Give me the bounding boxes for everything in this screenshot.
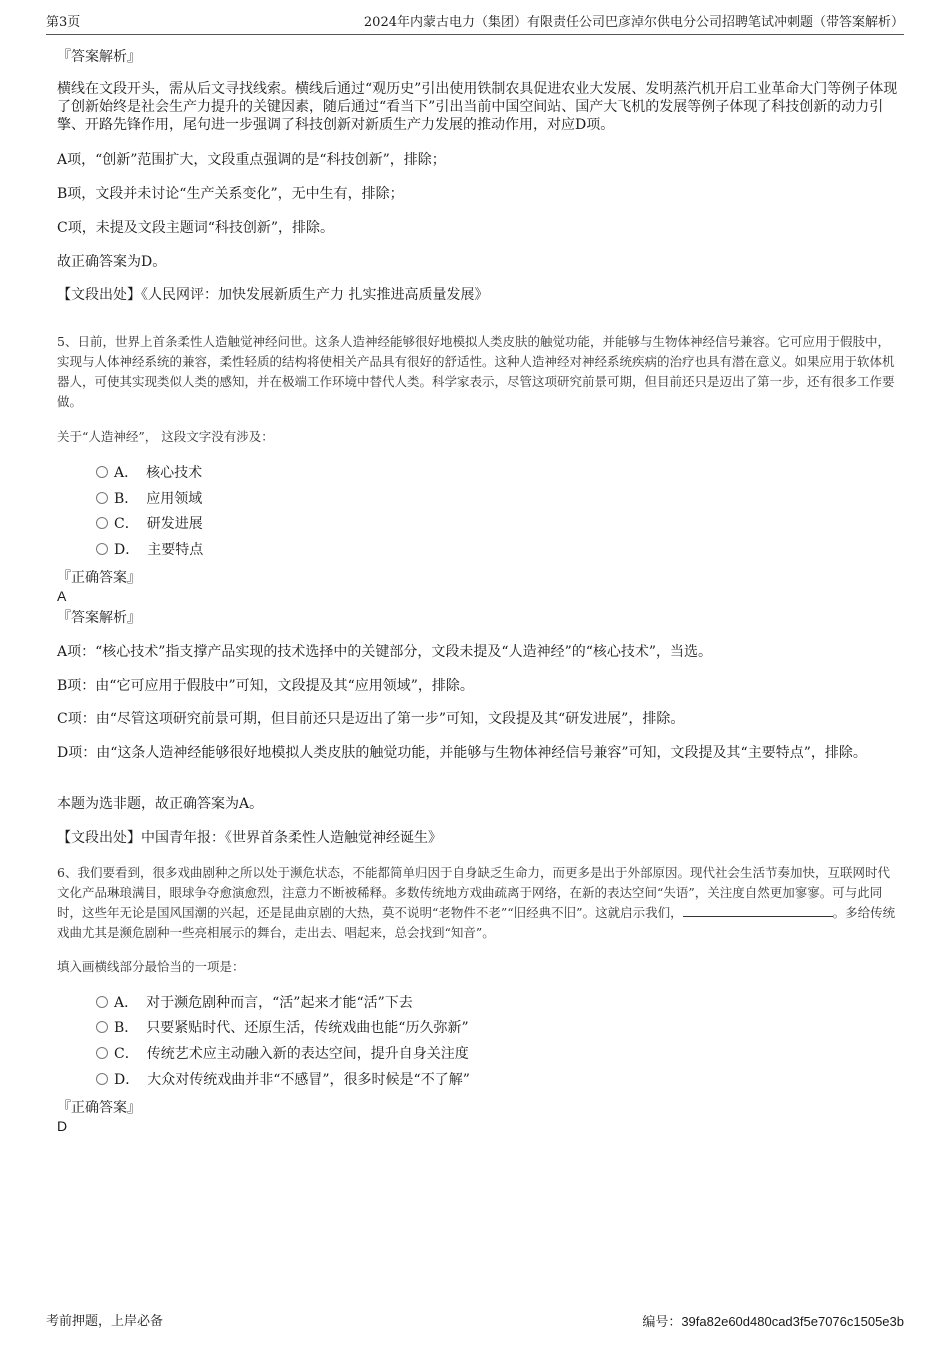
fill-blank xyxy=(683,904,833,917)
page-footer xyxy=(46,1313,904,1333)
document-code: 编号：39fa82e60d480cad3f5e7076c1505e3b xyxy=(642,1314,904,1330)
q5-option-c[interactable]: C． 研发进展 xyxy=(96,515,203,533)
q6-correct-answer: D xyxy=(57,1118,68,1134)
document-title: 2024年内蒙古电力（集团）有限责任公司巴彦淖尔供电分公司招聘笔试冲刺题（带答案解析） xyxy=(363,15,904,30)
q5-correct-label: 『正确答案』 xyxy=(57,570,141,586)
q6-option-c[interactable]: C． 传统艺术应主动融入新的表达空间，提升自身关注度 xyxy=(96,1045,469,1063)
q5-stem: 5、日前，世界上首条柔性人造触觉神经问世。这条人造神经能够很好地模拟人类皮肤的触觉功能，并能够与生物体神经信号兼容。它可应用于假肢中，实现与人体神经系统的兼容，柔性轻质的结构将使相关产品具有很好的舒适性。这种人造神经对神经系统疾病的治疗也具有潜在意义。如果应用于软体机器人，可使其实现类似人类的感知，并在极端工作环境中替代人类。科学家表示，尽管这项研究前景可期，但目前还只是迈出了第一步，还有很多工作要做。 xyxy=(57,334,895,409)
radio-icon[interactable] xyxy=(96,996,108,1008)
q4-option-c-analysis: C项，未提及文段主题词“科技创新”，排除。 xyxy=(57,220,335,236)
q5-analysis-label: 『答案解析』 xyxy=(57,610,141,626)
q5-question: 关于“人造神经”， 这段文字没有涉及： xyxy=(57,429,274,444)
radio-icon[interactable] xyxy=(96,1021,108,1033)
q5-source: 【文段出处】中国青年报：《世界首条柔性人造触觉神经诞生》 xyxy=(57,830,442,846)
q5-option-b-analysis: B项：由“它可应用于假肢中”可知，文段提及其“应用领域”，排除。 xyxy=(57,678,474,694)
radio-icon[interactable] xyxy=(96,1073,108,1085)
q4-analysis-label: 『答案解析』 xyxy=(57,49,141,65)
q6-option-d[interactable]: D． 大众对传统戏曲并非“不感冒”，很多时候是“不了解” xyxy=(96,1071,470,1089)
radio-icon[interactable] xyxy=(96,492,108,504)
q6-question: 填入画横线部分最恰当的一项是： xyxy=(57,959,245,974)
q5-correct-answer: A xyxy=(57,588,67,604)
radio-icon[interactable] xyxy=(96,517,108,529)
radio-icon[interactable] xyxy=(96,466,108,478)
q5-conclusion: 本题为选非题，故正确答案为A。 xyxy=(57,796,264,812)
q5-option-b[interactable]: B． 应用领域 xyxy=(96,490,202,508)
q6-stem: 6、我们要看到，很多戏曲剧种之所以处于濒危状态，不能都简单归因于自身缺乏生命力，而更多是出于外部原因。现代社会生活节奏加快，互联网时代文化产品琳琅满目，眼球争夺愈演愈烈，注意力不断被稀释。多数传统地方戏曲疏离于网络，在新的表达空间“失语”，关注度自然更加寥寥。可与此同时，这些年无论是国风国潮的兴起，还是昆曲京剧的大热，莫不说明“老物件不老”“旧经典不旧”。这就启示我们， 。多给传统戏曲尤其是濒危剧种一些亮相展示的舞台，走出去、唱起来，总会找到“知音”。 xyxy=(57,865,896,940)
q6-correct-label: 『正确答案』 xyxy=(57,1100,141,1116)
q4-analysis-text: 横线在文段开头，需从后文寻找线索。横线后通过“观历史”引出使用铁制农具促进农业大发展、发明蒸汽机开启工业革命大门等例子体现了创新始终是社会生产力提升的关键因素，随后通过“看当下”引出当前中国空间站、国产大飞机的发展等例子体现了科技创新的动力引擎、开路先锋作用，尾句进一步强调了科技创新对新质生产力发展的推动作用，对应D项。 xyxy=(57,81,898,133)
q5-option-d[interactable]: D． 主要特点 xyxy=(96,541,203,559)
q4-conclusion: 故正确答案为D。 xyxy=(57,254,167,270)
q4-option-b-analysis: B项，文段并未讨论“生产关系变化”，无中生有，排除； xyxy=(57,186,404,202)
page-header xyxy=(46,12,904,35)
radio-icon[interactable] xyxy=(96,1047,108,1059)
q4-option-a-analysis: A项，“创新”范围扩大，文段重点强调的是“科技创新”，排除； xyxy=(57,152,446,168)
q6-option-a[interactable]: A． 对于濒危剧种而言，“活”起来才能“活”下去 xyxy=(96,994,413,1012)
page-number: 第3页 xyxy=(46,15,81,30)
q5-option-c-analysis: C项：由“尽管这项研究前景可期，但目前还只是迈出了第一步”可知，文段提及其“研发进展”，排除。 xyxy=(57,711,685,727)
q5-option-d-analysis: D项：由“这条人造神经能够很好地模拟人类皮肤的触觉功能，并能够与生物体神经信号兼容”可知，文段提及其“主要特点”，排除。 xyxy=(57,745,867,761)
q4-source: 【文段出处】《人民网评：加快发展新质生产力 扎实推进高质量发展》 xyxy=(57,287,489,303)
radio-icon[interactable] xyxy=(96,543,108,555)
q5-option-a[interactable]: A． 核心技术 xyxy=(96,464,202,482)
q6-option-b[interactable]: B． 只要紧贴时代、还原生活，传统戏曲也能“历久弥新” xyxy=(96,1019,469,1037)
footer-slogan: 考前押题，上岸必备 xyxy=(46,1314,164,1329)
q5-option-a-analysis: A项：“核心技术”指支撑产品实现的技术选择中的关键部分，文段未提及“人造神经”的“核心技术”，当选。 xyxy=(57,644,713,660)
